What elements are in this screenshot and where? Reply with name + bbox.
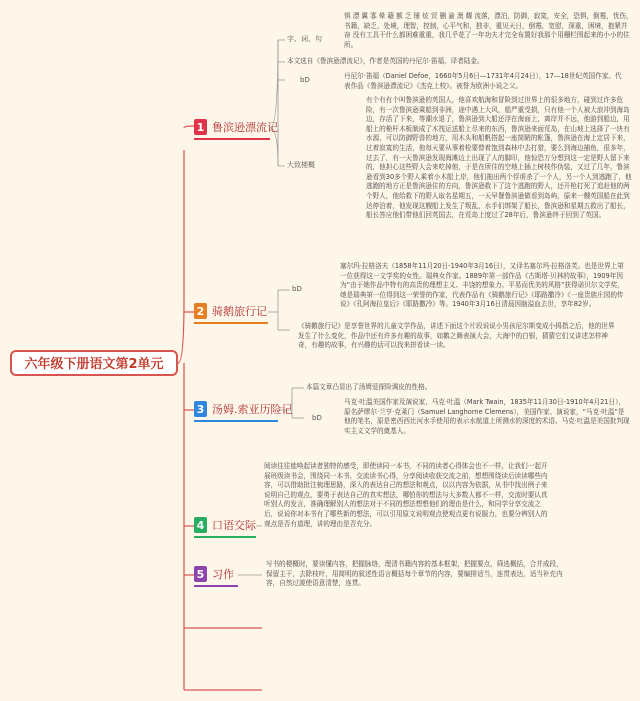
branch-4[interactable]	[194, 514, 256, 536]
b2-item-2-text: 《骑鹅旅行记》是享誉世界的儿童文学作品，讲述下面这个片段说说小男孩尼尔斯变成小拇指之后，他的世界发生了什么变化，作品中还有许多有趣的故事，如鹅之舞表演大会，大海中的白银，猜猜它们又讲述怎样神奇，有趣的故事，有兴趣的话可以找来拼看读一读。	[298, 322, 615, 350]
b1-item-4-text: 有个有有个叫鲁滨逊的英国人，他喜欢航海和冒险到过世界上的很多地方，碰到过许多危险，有一次鲁滨逊乘船到非洲，途中遇上大风，船严重受损，只有他一个人被大浪冲到海岛边，存活了下来，等潮水退了，鲁滨逊到大船还浮在海面上，离岸并不远，他游到船边，用船上的桅杆木板制成了木筏运送船上尽来的东西，鲁滨逊来面荒岛，在山坡上选择了一块有水源，可以防御野兽的地方，用木头和船帆搭起一座简陋的帐篷，鲁滨逊在海上定居下来，过着寂寞的生活，他每天要从事着检要替着饱到森林中去打猎，要么到海边捕鱼，很多年，过去了，有一天鲁滨逊发现海滩边上出现了人的脚印，他惊恐万分想到这一定是野人留下来的，他担心这些野人会来吃掉他，于是在所住的空地上插上树枝作伪装，又过了几年，鲁滨逊看到30多个野人乘着小木船上岸，他们拖出两个俘虏杀了一个人，另一个人到逃跑了，他逃跑的地方正是鲁滨逊住的方向，鲁滨逊救下了这个逃跑的野人，还开枪打死了追赶他的两个野人，他给救下的野人取名星期五，一天早餐鲁滨逊做看到岛屿，原来一艘英国船在此到达停泊着，他发现这艘船上发生了叛乱，水手们绑架了船长，鲁滨逊和星期五救出了船长，船长答应他们带他们回英国去，在荒岛上度过了28年后，鲁滨逊终于回到了英国。	[366, 96, 632, 220]
root-node[interactable]: 六年级下册语文第2单元	[10, 350, 178, 376]
b3-item-2-label: bD	[312, 414, 322, 422]
b1-item-3-text: 丹尼尔·笛福（Daniel Defoe，1660年5月6日—1731年4月24日），17—18世纪英国作家。代表作品《鲁滨逊漂流记》《杰克上校》。被誉为欧洲小说之父。	[344, 72, 622, 90]
b1-item-2-text: 本文选自《鲁滨逊漂流记》，作者是英国的丹尼尔·笛福，译者陆金。	[287, 57, 484, 65]
branch-1-label: 鲁滨逊漂流记	[212, 121, 278, 134]
branch-2[interactable]	[194, 300, 267, 322]
branch-5-number: 5	[194, 566, 207, 582]
b1-item-4-label: 大致梗概	[287, 161, 315, 169]
branch-3[interactable]	[194, 398, 293, 420]
branch-3-number: 3	[194, 401, 207, 417]
branch-2-label: 骑鹅旅行记	[212, 305, 267, 318]
branch-2-underline	[194, 322, 268, 324]
b1-item-3-label: bD	[300, 76, 310, 84]
branch-5-label: 习作	[212, 568, 234, 581]
branch-4-underline	[194, 536, 256, 538]
branch-2-number: 2	[194, 303, 207, 319]
b5-item-1-text: 写书的梗概时，要读懂内容，把握脉络，理清书籍内容的基本框架，把握要点，筛选概括，合并成段，保留主干，去除枝叶，用简明的叙述性语言概括每个章节的内容，要编排适当，连贯表达，适当补充内容，自然过渡使语意清楚，连贯。	[266, 560, 563, 588]
branch-5-underline	[194, 585, 238, 587]
branch-3-underline	[194, 420, 278, 422]
b3-item-1-text: 本篇文章凸显出了汤姆爱探险调皮的性格。	[306, 383, 432, 391]
branch-5[interactable]	[194, 563, 234, 585]
branch-1-number: 1	[194, 119, 207, 135]
b2-item-1-label: bD	[292, 285, 302, 293]
trunk-connector-up	[178, 150, 184, 363]
branch-4-label: 口语交际	[212, 519, 256, 532]
b1-item-1-label: 字、词、句	[287, 35, 322, 43]
branch-1[interactable]	[194, 116, 278, 138]
b2-item-1-text: 塞尔玛·拉格洛夫（1858年11月20日-1940年3月16日），又译名塞尔玛·拉格洛芙。也是世界上第一位获得这一文学奖的女性。瑞典女作家。1889年第一部作品《古斯塔·贝林的故事》，1909年因为“由于她作品中特有的高贵的理想主义、丰饶的想象力、平易而优美的风格”获得诺贝尔文学奖，她是瑞典第一位得到这一荣誉的作家，代表作品有《骑鹅旅行记》《耶路撒冷》《一座贵族庄园的传说》《孔阿海拉皇后》《耶路撒冷》等。1940年3月16日清晨因脑溢血去世，享年82岁。	[340, 262, 624, 309]
branch-3-label: 汤姆.索亚历险记	[212, 403, 293, 416]
b1-item-1-text: 惧 漂 翼 寡 晕 藉 额 乏 锤 炫 贸 删 渝 澳 耀 流落，漂泊，防御，寂寞，安全，恐惧，倒霉，忧伤，书籍，缺乏，处境，理智，控制，心平气和，独非，重见天日，倒霉，宽慰，深重，困境，抱紧并奋 没有工具干什么都困难重重，我几乎花了一年功夫才完全布置好我那个用栅栏围起来的小小的住所。	[344, 12, 633, 49]
b1-sub-line-1	[270, 40, 285, 128]
link-branch-1	[184, 126, 194, 128]
b4-item-1-text: 阅读往往能唤起读者独特的感受，即使读同一本书，不同的读者心得体会也不一样，让我们一起开展班级读书会，围绕同一本书，交流读书心得，分享阅读收获交流之前，想想围绕读后读读哪些内容，可以借助批注梳理思路，深入的表达自己的想法和观点，以以内容为依据，从书中找出例子来说明自己的观点，要勇于表达自己的真实想法，哪怕你的想法与大多数人都不一样，交流时要认真听别人的发言，准确理解别人的想法对于不同的想法想想他们的理由是什么，和同学分享交流之后，说说你对本书有了哪些新的想法，可以引用原文说明观点使观点更有说服力，也要分辨别人的观点是否有道理，讲的理由是否充分。	[264, 462, 548, 528]
branch-1-underline	[194, 138, 270, 140]
b1-sub-line-2	[278, 60, 285, 62]
b3-item-2-text: 马克·吐温美国作家及演说家，马克·吐温（Mark Twain，1835年11月30日-1910年4月21日），原名萨缪尔·兰亨·克莱门（Samuel Langhorne Clemens），美国作家、演说家，“马克·吐温”是他的笔名，原是密西西比河水手使用的表示水航道上所测水的深度的术语。马克·吐温是美国批判现实主义文学的奠基人。	[344, 398, 630, 435]
branch-4-number: 4	[194, 517, 207, 533]
